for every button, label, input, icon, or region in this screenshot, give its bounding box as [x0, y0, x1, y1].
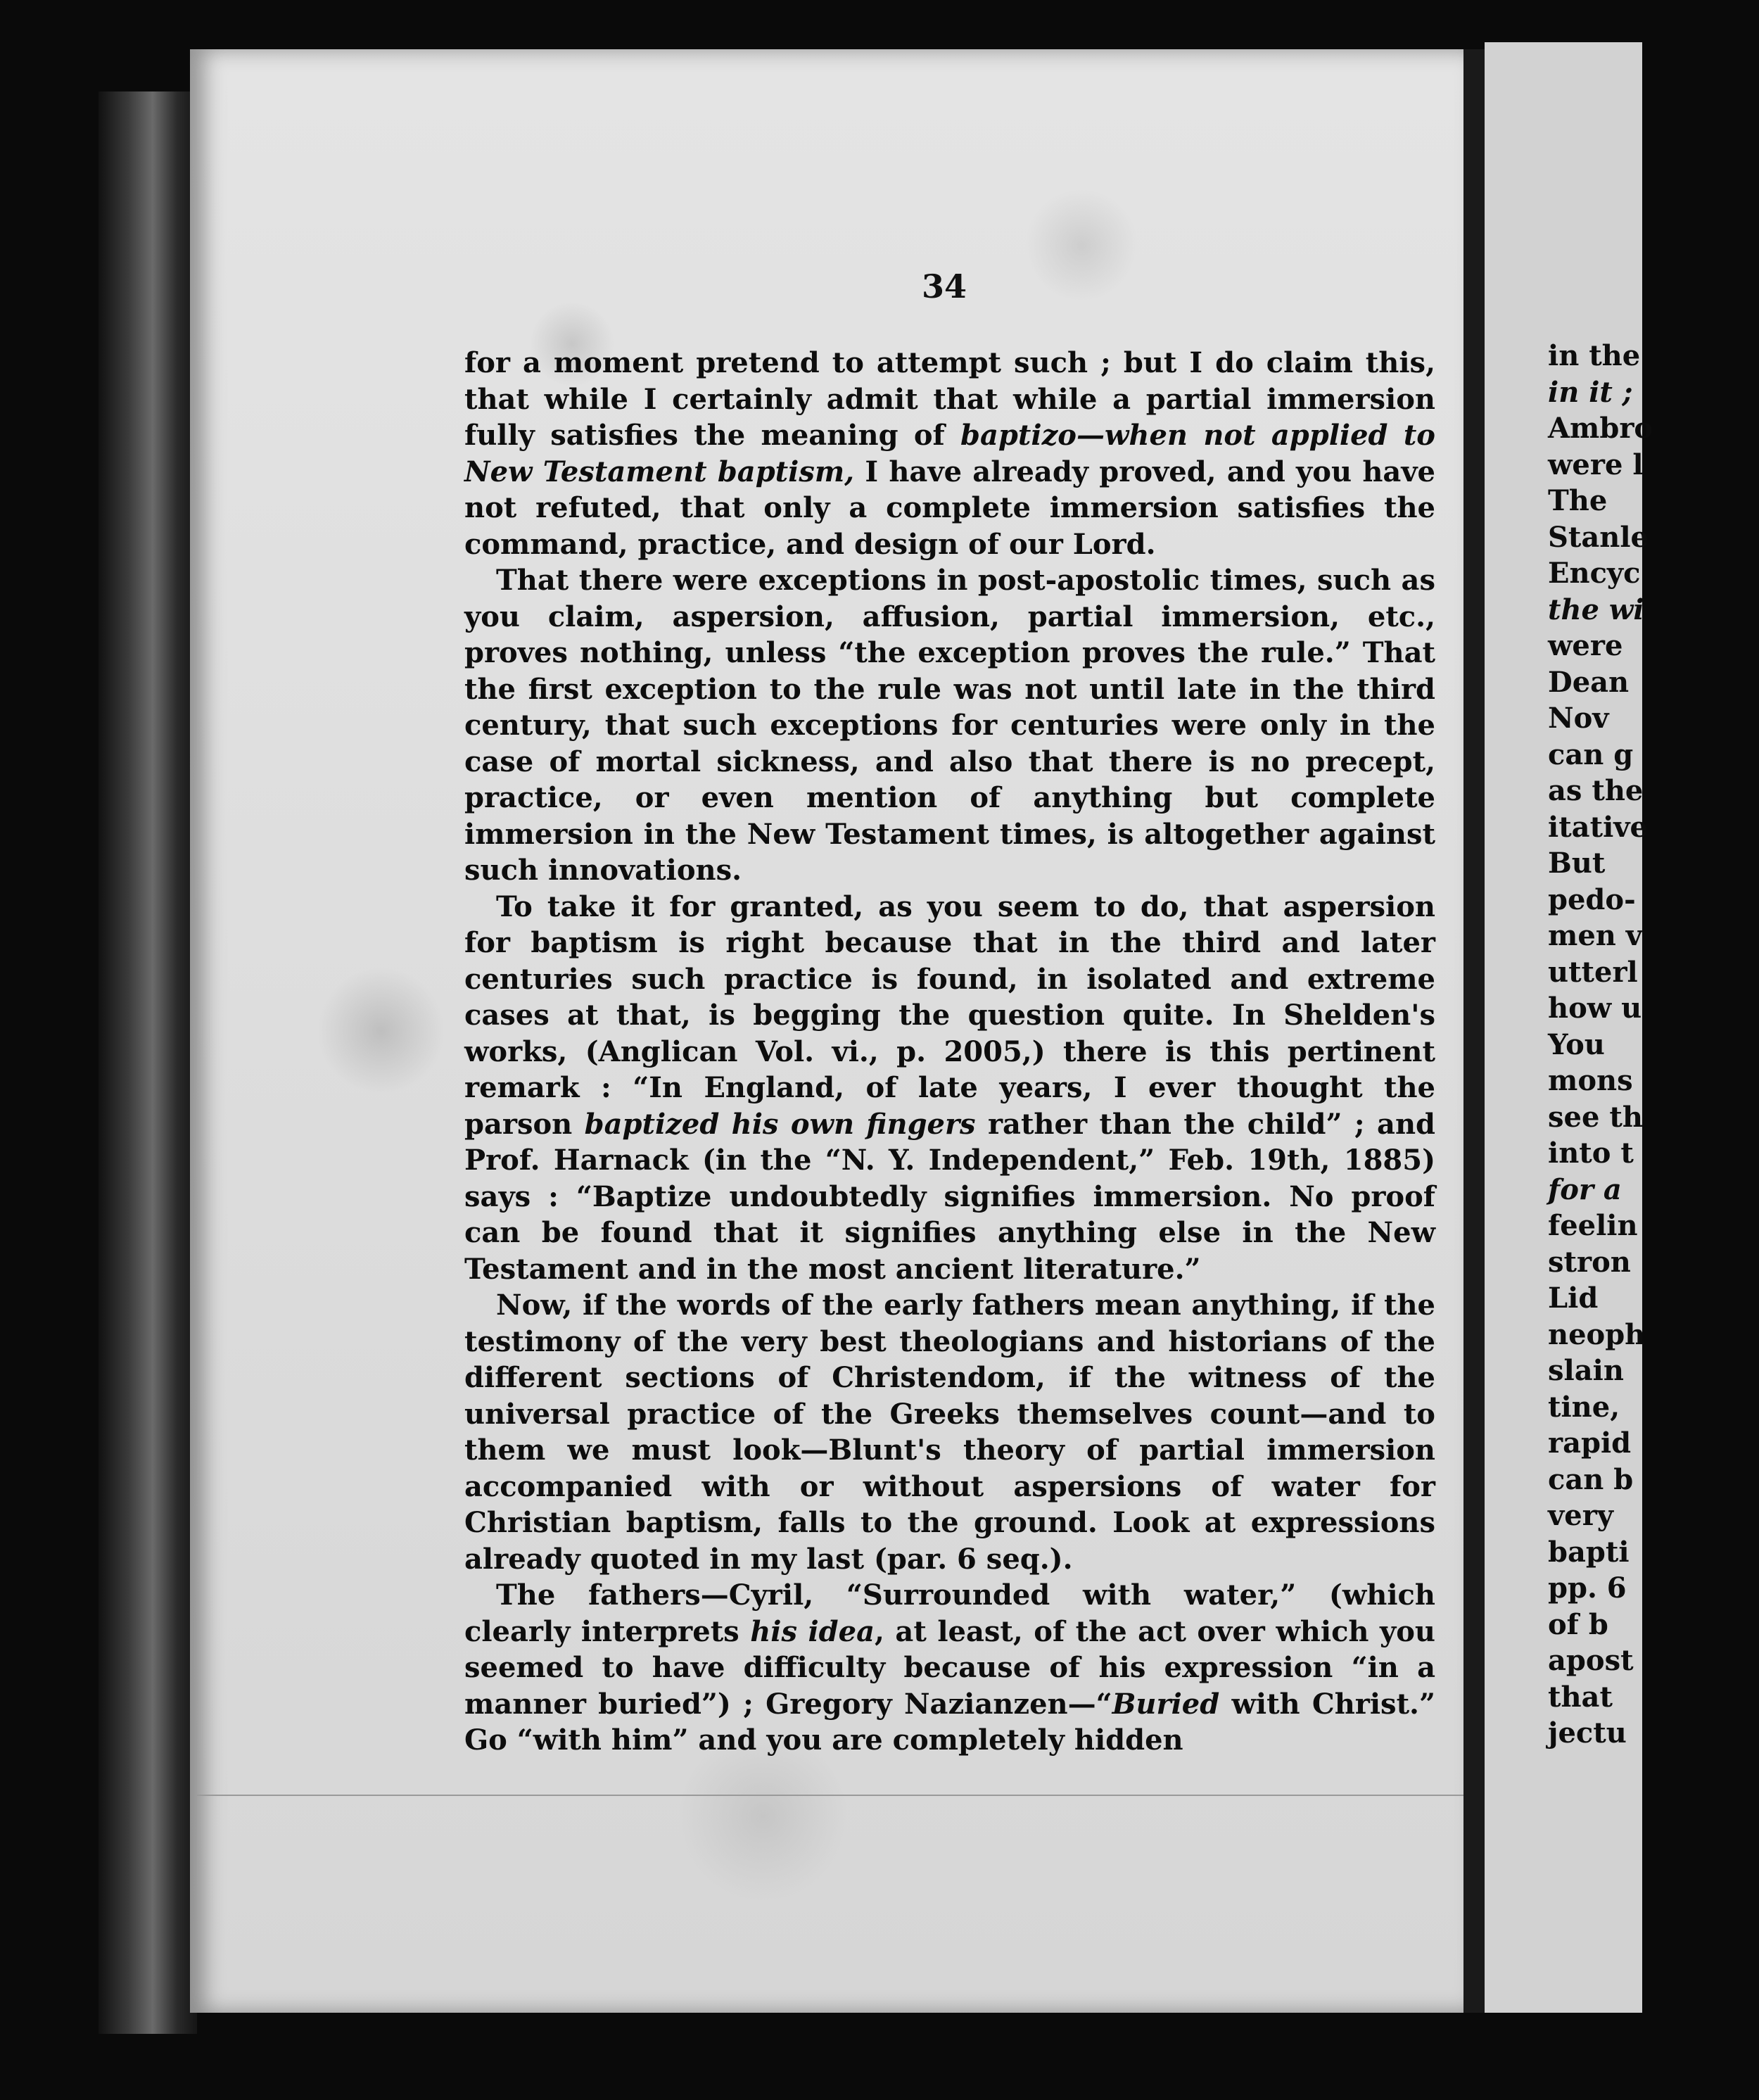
adjacent-line-text: stron	[1548, 1245, 1631, 1279]
adjacent-line-text: jectu	[1548, 1716, 1627, 1750]
adjacent-line	[1548, 882, 1759, 918]
text-run: rather than the child” ; and Prof. Harnack (in the “N. Y. Independent,” Feb. 19th, 1885) says : “Baptize undoubtedly signifies immersion. No proof can be found that it signifies anything else in the New Testament and in the most ancient literature.”	[464, 1107, 1436, 1286]
adjacent-line	[1548, 1099, 1759, 1136]
adjacent-line-text: in the	[1548, 339, 1641, 372]
adjacent-line	[1548, 918, 1759, 954]
adjacent-line-text: Ambro	[1548, 412, 1653, 445]
adjacent-line	[1548, 1679, 1759, 1716]
adjacent-line-text: can g	[1548, 738, 1634, 771]
adjacent-line-text: how u	[1548, 992, 1642, 1025]
adjacent-line	[1548, 1317, 1759, 1353]
page-number: 34	[922, 267, 967, 305]
adjacent-line-text: rapid	[1548, 1427, 1632, 1460]
adjacent-line	[1548, 1244, 1759, 1281]
text-run: , at least, of the act over which you seemed to have difficulty because of his expression “in a manner buried”) ; Gregory Nazianzen—“	[464, 1614, 1436, 1721]
adjacent-line-text: were l	[1548, 448, 1644, 481]
adjacent-line-text: utterl	[1548, 955, 1638, 989]
adjacent-line	[1548, 773, 1759, 809]
adjacent-line	[1548, 1208, 1759, 1244]
paragraph-p4	[464, 1287, 1435, 1577]
adjacent-line-text: pp. 6	[1548, 1571, 1627, 1605]
adjacent-line	[1548, 1280, 1759, 1317]
adjacent-line	[1548, 809, 1759, 846]
adjacent-line-text: mons	[1548, 1064, 1633, 1097]
page-gutter	[1463, 49, 1485, 2013]
adjacent-line-text: The	[1548, 484, 1608, 517]
adjacent-line	[1548, 1135, 1759, 1172]
adjacent-line-text: pedo-	[1548, 883, 1636, 916]
adjacent-line-text: apost	[1548, 1644, 1634, 1677]
adjacent-line-text: feelin	[1548, 1209, 1638, 1242]
adjacent-line	[1548, 592, 1759, 628]
adjacent-line	[1548, 374, 1759, 411]
text-run: To take it for granted, as you seem to do, that aspersion for baptism is right because that in the third and later centuries such practice is found, in isolated and extreme cases at that, is begging the question quite. In Shelden's works, (Anglican Vol. vi., p. 2005,) there is this pertinent remark : “In England, of late years, I ever thought the parson	[464, 890, 1435, 1141]
adjacent-line-text: men v	[1548, 919, 1643, 952]
adjacent-line-text: see th	[1548, 1100, 1643, 1134]
adjacent-line	[1548, 519, 1759, 556]
adjacent-line-text: of b	[1548, 1607, 1608, 1641]
adjacent-line-text: that	[1548, 1680, 1613, 1714]
adjacent-line	[1548, 845, 1759, 882]
adjacent-line	[1548, 1643, 1759, 1679]
text-run: The fathers—Cyril, “Surrounded with water,” (which clearly interprets	[464, 1579, 1435, 1648]
adjacent-line	[1548, 1462, 1759, 1498]
adjacent-line	[1548, 1534, 1759, 1571]
adjacent-line	[1548, 338, 1759, 374]
adjacent-line	[1548, 1715, 1759, 1752]
adjacent-line-text: can b	[1548, 1462, 1634, 1496]
adjacent-line	[1548, 1353, 1759, 1389]
text-run: That there were exceptions in post-apostolic times, such as you claim, aspersion, affusion, partial immersion, etc., proves nothing, unless “the exception proves the rule.” That the first exception to the rule was not until late in the third century, that such exceptions for centuries were only in the case of mortal sickness, and also that there is no precept, practice, or even mention of anything but complete immersion in the New Testament times, is altogether against such innovations.	[464, 564, 1435, 887]
text-run: Buried	[1112, 1687, 1220, 1721]
adjacent-line	[1548, 1063, 1759, 1099]
text-run: baptizo—when not applied to New Testament baptism,	[464, 419, 1435, 488]
adjacent-line	[1548, 700, 1759, 737]
adjacent-line	[1548, 1389, 1759, 1426]
adjacent-line-text: neoph	[1548, 1317, 1646, 1351]
adjacent-line-text: slain	[1548, 1354, 1624, 1387]
adjacent-line	[1548, 555, 1759, 592]
adjacent-line	[1548, 1498, 1759, 1534]
adjacent-line	[1548, 410, 1759, 447]
adjacent-page-text	[1548, 338, 1759, 1752]
adjacent-line-text: bapti	[1548, 1535, 1630, 1569]
body-text	[464, 345, 1435, 1759]
adjacent-line-text: Stanle	[1548, 520, 1649, 554]
adjacent-line	[1548, 1607, 1759, 1643]
paragraph-p1	[464, 345, 1435, 562]
adjacent-line-text: itative	[1548, 810, 1648, 844]
adjacent-line	[1548, 483, 1759, 519]
text-run: with Christ.” Go “with him” and you are completely hidden	[464, 1687, 1435, 1757]
adjacent-line	[1548, 990, 1759, 1027]
adjacent-line-text: Encyc	[1548, 557, 1641, 590]
paragraph-p5	[464, 1577, 1435, 1759]
adjacent-line-text: But	[1548, 847, 1606, 880]
adjacent-line-text: tine,	[1548, 1390, 1620, 1424]
adjacent-line-text: Dean	[1548, 665, 1630, 699]
adjacent-line-text: You	[1548, 1027, 1605, 1061]
text-run: baptized his own fingers	[584, 1107, 976, 1141]
adjacent-line	[1548, 954, 1759, 991]
adjacent-line-text: as the	[1548, 774, 1644, 807]
book-spine	[99, 91, 197, 2034]
adjacent-line-text: Nov	[1548, 702, 1609, 735]
adjacent-line-text: in it ;	[1548, 375, 1633, 409]
adjacent-line	[1548, 628, 1759, 664]
adjacent-line	[1548, 1172, 1759, 1208]
adjacent-line-text: Lid	[1548, 1282, 1599, 1315]
text-run: his idea	[750, 1614, 875, 1648]
adjacent-line-text: the wi	[1548, 593, 1644, 626]
page-fold-line	[197, 1795, 1463, 1796]
adjacent-line-text: very	[1548, 1499, 1614, 1532]
adjacent-line	[1548, 1027, 1759, 1063]
adjacent-line-text: were	[1548, 629, 1623, 662]
adjacent-line	[1548, 737, 1759, 773]
adjacent-line	[1548, 1425, 1759, 1462]
text-run: I have already proved, and you have not refuted, that only a complete immersion satisfies the command, practice, and design of our Lord.	[464, 455, 1436, 561]
adjacent-line	[1548, 447, 1759, 483]
paragraph-p3	[464, 889, 1435, 1288]
adjacent-line	[1548, 664, 1759, 701]
paragraph-p2	[464, 562, 1435, 889]
adjacent-line-text: for a	[1548, 1172, 1622, 1206]
text-run: Now, if the words of the early fathers mean anything, if the testimony of the very best theologians and historians of the different sections of Christendom, if the witness of the universal practice of the Greeks themselves count—and to them we must look—Blunt's theory of partial immersion accompanied with or without aspersions of water for Christian baptism, falls to the ground. Look at expressions already quoted in my last (par. 6 seq.).	[464, 1289, 1435, 1576]
adjacent-line-text: into t	[1548, 1137, 1634, 1170]
text-run: for a moment pretend to attempt such ; but I do claim this, that while I certainly admit that while a partial immersion fully satisfies the meaning of	[464, 346, 1435, 452]
adjacent-line	[1548, 1570, 1759, 1607]
